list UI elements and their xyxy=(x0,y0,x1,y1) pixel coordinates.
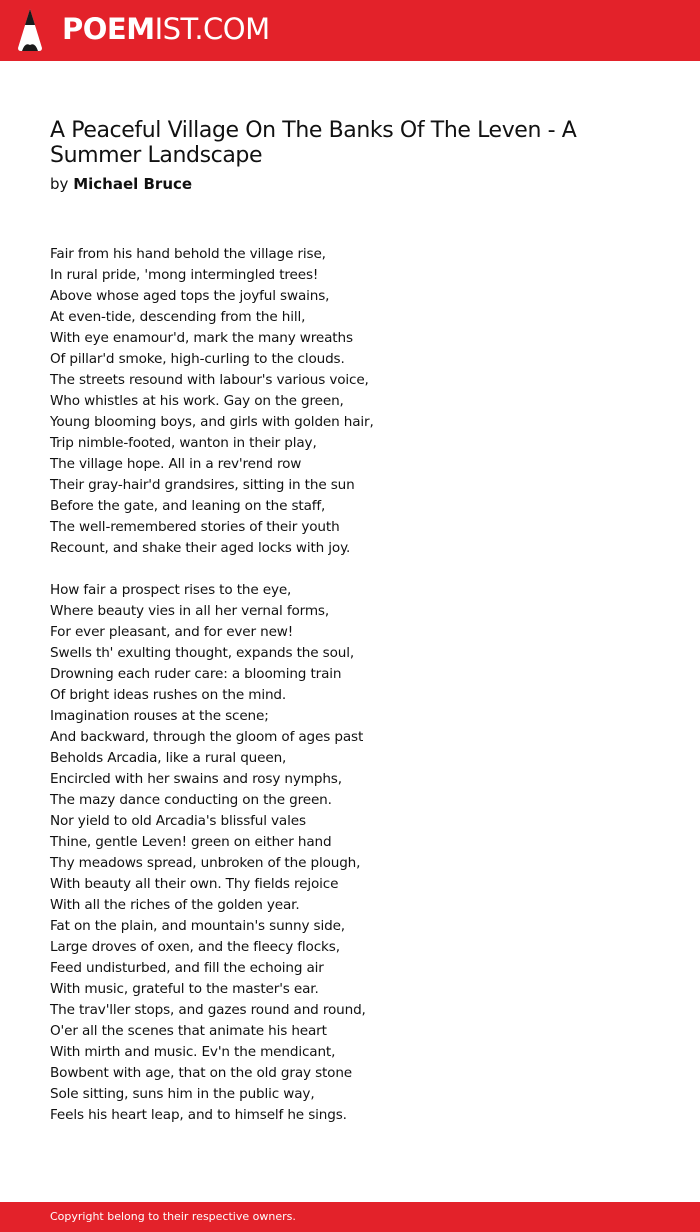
poem-line: The streets resound with labour's various voice, xyxy=(50,372,369,388)
poem-line: Fat on the plain, and mountain's sunny side, xyxy=(50,918,345,934)
poem-line: Bowbent with age, that on the old gray stone xyxy=(50,1065,353,1081)
poem-line: At even-tide, descending from the hill, xyxy=(50,309,306,325)
poem-line: Sole sitting, suns him in the public way, xyxy=(50,1086,315,1102)
author-name: Michael Bruce xyxy=(73,175,193,193)
poem-line: With all the riches of the golden year. xyxy=(50,897,300,913)
poem-stanza xyxy=(50,580,670,1126)
poem-line: Where beauty vies in all her vernal forms, xyxy=(50,603,330,619)
copyright-text: Copyright belong to their respective owners. xyxy=(50,1210,296,1223)
poem-line: Who whistles at his work. Gay on the green, xyxy=(50,393,344,409)
poem-line: How fair a prospect rises to the eye, xyxy=(50,582,292,598)
poem-line: The mazy dance conducting on the green. xyxy=(50,792,332,808)
poem-line: For ever pleasant, and for ever new! xyxy=(50,624,294,640)
site-header xyxy=(0,0,700,61)
poem-line: Before the gate, and leaning on the staff, xyxy=(50,498,326,514)
poem-line: The well-remembered stories of their youth xyxy=(50,519,340,535)
poem-line: The village hope. All in a rev'rend row xyxy=(50,456,302,472)
poem-line: Nor yield to old Arcadia's blissful vales xyxy=(50,813,306,829)
poem-line: The trav'ller stops, and gazes round and round, xyxy=(50,1002,366,1018)
poem-line: And backward, through the gloom of ages past xyxy=(50,729,364,745)
poem-body xyxy=(50,244,670,1147)
poem-line: Feels his heart leap, and to himself he sings. xyxy=(50,1107,347,1123)
brand-bold: POEM xyxy=(62,12,155,46)
poem-line: With music, grateful to the master's ear. xyxy=(50,981,319,997)
poem-line: Young blooming boys, and girls with golden hair, xyxy=(50,414,374,430)
poem-line: Drowning each ruder care: a blooming train xyxy=(50,666,342,682)
poem-title: A Peaceful Village On The Banks Of The Leven - A Summer Landscape xyxy=(50,118,577,168)
poem-line: O'er all the scenes that animate his heart xyxy=(50,1023,327,1039)
poem-line: Swells th' exulting thought, expands the soul, xyxy=(50,645,355,661)
poem-line: Imagination rouses at the scene; xyxy=(50,708,269,724)
poem-line: Of pillar'd smoke, high-curling to the clouds. xyxy=(50,351,345,367)
poem-line: With mirth and music. Ev'n the mendicant, xyxy=(50,1044,336,1060)
poem-line: Recount, and shake their aged locks with joy. xyxy=(50,540,351,556)
poem-line: With eye enamour'd, mark the many wreaths xyxy=(50,330,353,346)
poem-line: Their gray-hair'd grandsires, sitting in the sun xyxy=(50,477,355,493)
poem-line: In rural pride, 'mong intermingled trees! xyxy=(50,267,319,283)
poem-line: Encircled with her swains and rosy nymphs, xyxy=(50,771,342,787)
by-label: by xyxy=(50,175,69,193)
poem-line: Feed undisturbed, and fill the echoing air xyxy=(50,960,324,976)
pencil-icon[interactable] xyxy=(16,8,44,52)
poem-line: With beauty all their own. Thy fields rejoice xyxy=(50,876,339,892)
poem-line: Beholds Arcadia, like a rural queen, xyxy=(50,750,287,766)
poem-line: Fair from his hand behold the village rise, xyxy=(50,246,326,262)
poem-line: Of bright ideas rushes on the mind. xyxy=(50,687,287,703)
byline xyxy=(50,175,192,193)
poem-line: Large droves of oxen, and the fleecy flocks, xyxy=(50,939,340,955)
poem-line: Thy meadows spread, unbroken of the plough, xyxy=(50,855,361,871)
poem-line: Thine, gentle Leven! green on either hand xyxy=(50,834,332,850)
poem-line: Trip nimble-footed, wanton in their play, xyxy=(50,435,317,451)
poem-stanza xyxy=(50,244,670,559)
poem-line: Above whose aged tops the joyful swains, xyxy=(50,288,330,304)
brand-light: IST.COM xyxy=(154,12,270,46)
site-logo[interactable] xyxy=(62,12,270,48)
site-footer xyxy=(0,1202,700,1232)
